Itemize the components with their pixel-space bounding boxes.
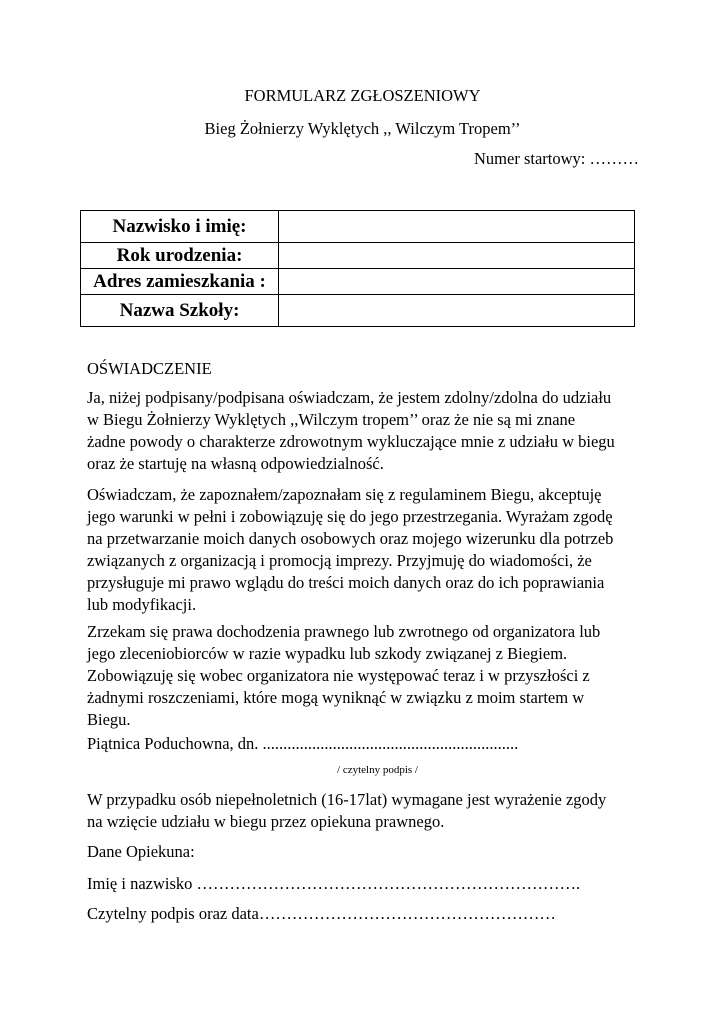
text-line: W przypadku osób niepełnoletnich (16-17lat) wymagane jest wyrażenie zgody bbox=[87, 790, 607, 809]
statement-paragraph-3 bbox=[87, 621, 647, 731]
form-title: FORMULARZ ZGŁOSZENIOWY bbox=[244, 86, 481, 105]
birth-year-field[interactable] bbox=[279, 243, 635, 269]
registration-table bbox=[80, 210, 635, 327]
text-line: jego zleceniobiorców w razie wypadku lub szkody związanej z Biegiem. bbox=[87, 644, 568, 663]
statement-paragraph-2 bbox=[87, 484, 647, 616]
text-line: żadnymi roszczeniami, które mogą wyniknąć w związku z moim startem w bbox=[87, 688, 585, 707]
statement-paragraph-1 bbox=[87, 387, 647, 475]
text-line: lub modyfikacji. bbox=[87, 595, 197, 614]
statement-heading: OŚWIADCZENIE bbox=[87, 359, 212, 378]
name-field[interactable] bbox=[279, 211, 635, 243]
table-row bbox=[81, 211, 635, 243]
text-line: Biegu. bbox=[87, 710, 131, 729]
place-date-line[interactable]: Piątnica Poduchowna, dn. .............................................................. bbox=[87, 734, 519, 753]
guardian-heading: Dane Opiekuna: bbox=[87, 842, 195, 861]
start-number: Numer startowy: ……… bbox=[474, 149, 639, 168]
guardian-signature-line[interactable]: Czytelny podpis oraz data……………………………………………… bbox=[87, 904, 556, 923]
table-row bbox=[81, 269, 635, 295]
guardian-name-line[interactable]: Imię i nazwisko ……………………………………………………………. bbox=[87, 874, 581, 893]
text-line: na wzięcie udziału w biegu przez opiekuna prawnego. bbox=[87, 812, 445, 831]
address-label: Adres zamieszkania : bbox=[81, 269, 279, 295]
text-line: Ja, niżej podpisany/podpisana oświadczam, że jestem zdolny/zdolna do udziału bbox=[87, 388, 612, 407]
text-line: żadne powody o charakterze zdrowotnym wykluczające mnie z udziału w biegu bbox=[87, 432, 615, 451]
text-line: przysługuje mi prawo wglądu do treści moich danych oraz do ich poprawiania bbox=[87, 573, 605, 592]
text-line: w Biegu Żołnierzy Wyklętych ,,Wilczym tropem’’ oraz że nie są mi znane bbox=[87, 410, 576, 429]
table-row bbox=[81, 243, 635, 269]
table-row bbox=[81, 295, 635, 327]
guardian-note bbox=[87, 789, 647, 833]
text-line: Zrzekam się prawa dochodzenia prawnego lub zwrotnego od organizatora lub bbox=[87, 622, 601, 641]
event-subtitle: Bieg Żołnierzy Wyklętych ,, Wilczym Tropem’’ bbox=[204, 119, 521, 138]
school-label: Nazwa Szkoły: bbox=[81, 295, 279, 327]
birth-year-label: Rok urodzenia: bbox=[81, 243, 279, 269]
name-label: Nazwisko i imię: bbox=[81, 211, 279, 243]
text-line: oraz że startuję na własną odpowiedzialność. bbox=[87, 454, 384, 473]
text-line: Zobowiązuję się wobec organizatora nie występować teraz i w przyszłości z bbox=[87, 666, 590, 685]
text-line: na przetwarzanie moich danych osobowych oraz mojego wizerunku dla potrzeb bbox=[87, 529, 614, 548]
address-field[interactable] bbox=[279, 269, 635, 295]
text-line: związanych z organizacją i promocją imprezy. Przyjmuję do wiadomości, że bbox=[87, 551, 592, 570]
signature-caption: / czytelny podpis / bbox=[337, 764, 418, 776]
text-line: Oświadczam, że zapoznałem/zapoznałam się z regulaminem Biegu, akceptuję bbox=[87, 485, 602, 504]
text-line: jego warunki w pełni i zobowiązuję się do jego przestrzegania. Wyrażam zgodę bbox=[87, 507, 613, 526]
school-field[interactable] bbox=[279, 295, 635, 327]
